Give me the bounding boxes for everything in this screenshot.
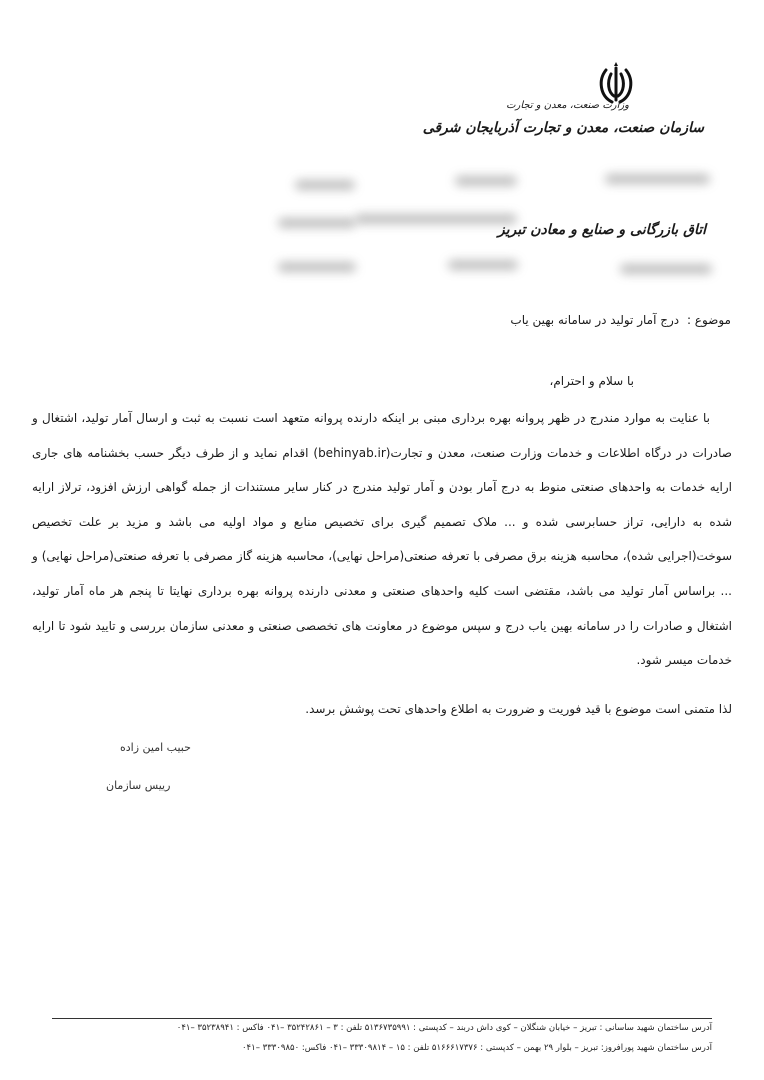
blurred-text (295, 180, 355, 190)
blurred-text (455, 176, 517, 186)
letter-body: با عنایت به موارد مندرج در ظهر پروانه بهره برداری مبنی بر اینکه دارنده پروانه متعهد است نسبت به ثبت و ارسال آمار تولید، اشتغال و صادرات در درگاه اطلاعات و خدمات وزارت صنعت، معدن و تجارت(behinyab.ir) اقدام نماید و از طرف دیگر حسب بخشنامه های جاری ارایه خدمات به واحدهای صنعتی منوط به درج آمار بودن و آمار تولید مندرج در کنار سایر مستندات از جمله گواهی ارزش افزود، ترلاز ارایه شده به دارایی، تراز حسابرسی شده و ... ملاک تصمیم گیری برای تخصیص منابع و مواد اولیه می باشد و مزید بر علت تخصیص سوخت(اجرایی شده)، محاسبه هزینه برق مصرفی با تعرفه صنعتی(مراحل نهایی)، محاسبه هزینه گاز مصرفی با تعرفه صنعتی(مراحل نهایی) و ... براساس آمار تولید می باشد، مقتضی است کلیه واحدهای صنعتی و معدنی دارنده پروانه بهره برداری نهایتا تا پنجم هر ماه آمار تولید، اشتغال و صادرات را در سامانه بهین یاب درج و سپس موضوع در معاونت های تخصصی صنعتی و معدنی سازمان بررسی و تایید شود تا ارایه خدمات میسر شود. (32, 411, 732, 668)
subject-text: درج آمار تولید در سامانه بهین یاب (510, 313, 680, 327)
ministry-name: وزارت صنعت، معدن و تجارت (506, 100, 629, 111)
organization-name: سازمان صنعت، معدن و تجارت آذربایجان شرقی (422, 120, 704, 136)
blurred-text (620, 264, 712, 274)
blurred-text (278, 218, 356, 228)
blurred-text (605, 174, 710, 184)
greeting: با سلام و احترام، (549, 374, 634, 388)
blurred-text (448, 260, 518, 270)
signatory-title: رییس سازمان (106, 779, 171, 792)
blurred-text (278, 262, 356, 272)
closing-sentence: لذا متمنی است موضوع با قید فوریت و ضرورت به اطلاع واحدهای تحت پوشش برسد. (305, 702, 732, 716)
recipient: اتاق بازرگانی و صنایع و معادن تبریز (497, 222, 706, 238)
footer-address-1: آدرس ساختمان شهید ساسانی : تبریز – خیابان شنگلان – کوی داش دربند – کدپستی : ۵۱۳۶۷۳۵۹۹۱ تلفن : ۳ – ۳۵۲۴۲۸۶۱ –۰۴۱ فاکس : ۳۵۲۳۸۹۴۱ –۰۴۱ (176, 1023, 712, 1033)
signatory-name: حبیب امین زاده (120, 741, 191, 754)
footer-address-2: آدرس ساختمان شهید پورافروز: تبریز – بلوار ۲۹ بهمن – کدپستی : ۵۱۶۶۶۱۷۳۷۶ تلفن : ۱۵ – ۳۳۳۰۹۸۱۴ –۰۴۱ فاکس: ۳۳۳۰۹۸۵۰ –۰۴۱ (241, 1043, 712, 1053)
subject-line (510, 313, 731, 327)
blurred-text (355, 214, 517, 224)
footer-divider (52, 1018, 712, 1019)
subject-label: موضوع : (686, 313, 731, 327)
